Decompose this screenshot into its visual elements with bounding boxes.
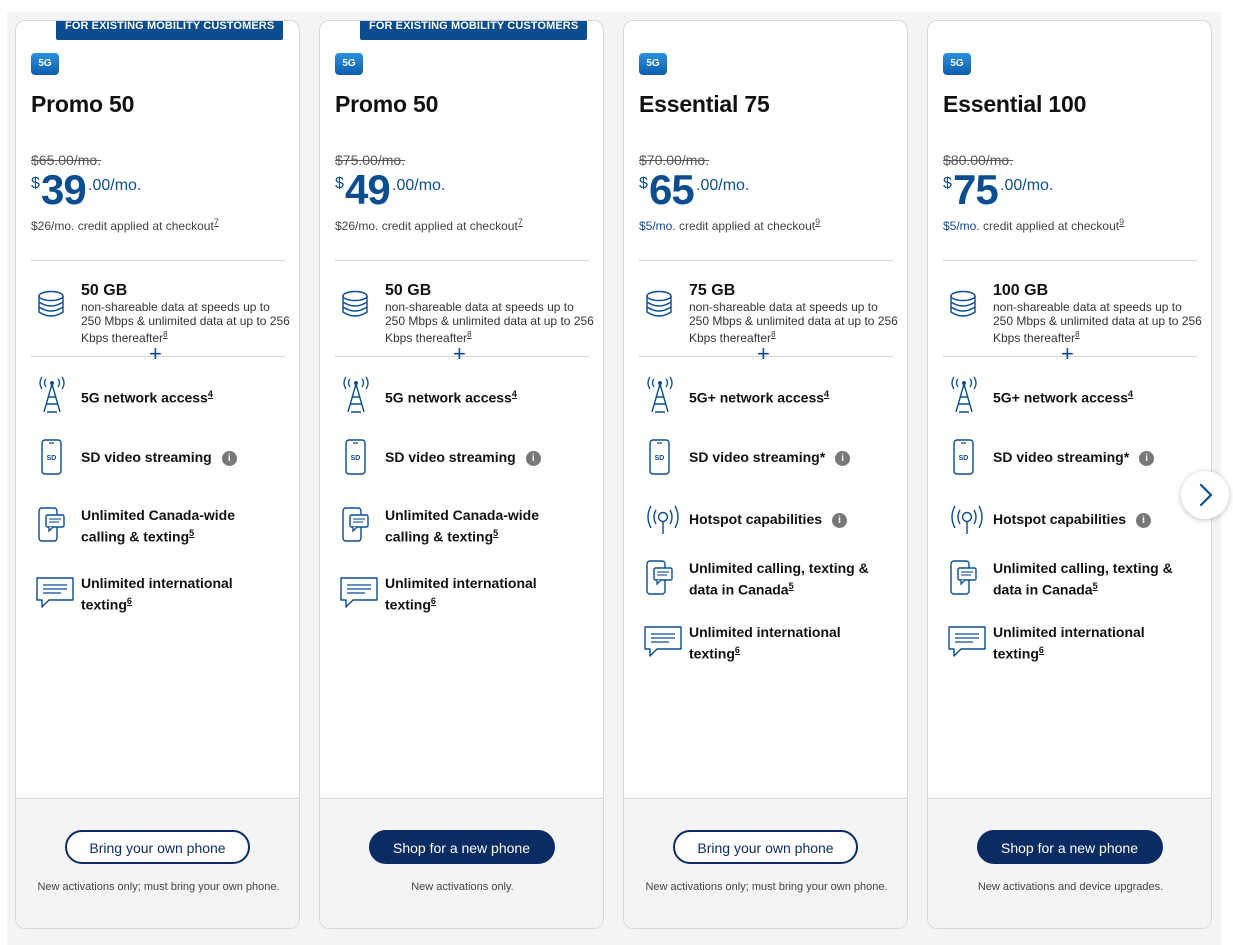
feature-label: Unlimited international texting$^6$ — [993, 624, 1145, 662]
plan-name: Promo 50 — [31, 91, 135, 117]
data-amount: 75 GB — [689, 282, 736, 299]
footnote-link[interactable]: 5 — [189, 528, 195, 538]
eligibility-note: New activations and device upgrades. — [977, 881, 1164, 893]
credit-text: credit applied at checkout — [675, 219, 816, 233]
5g-badge-icon: 5G — [943, 53, 971, 75]
footnote-link[interactable]: 5 — [1092, 581, 1098, 591]
eligibility-note: New activations only; must bring your own phone. — [37, 881, 280, 893]
footnote-link[interactable]: 5 — [788, 581, 794, 591]
eligibility-note: New activations only. — [411, 881, 514, 893]
footnote-link[interactable]: 7 — [517, 217, 523, 227]
plus-icon: + — [453, 341, 466, 366]
phone-sd-icon — [339, 439, 373, 477]
original-price: $80.00/mo. — [943, 152, 1014, 168]
plus-icon: + — [149, 341, 162, 366]
existing-customer-ribbon: FOR EXISTING MOBILITY CUSTOMERS — [56, 20, 283, 40]
message-icon — [947, 623, 981, 661]
phone-chat-icon — [35, 506, 69, 544]
feature-label: Hotspot capabilities i — [993, 510, 1193, 528]
bring-own-phone-button[interactable]: Bring your own phone — [65, 830, 250, 864]
5g-badge-icon: 5G — [639, 53, 667, 75]
footnote-link[interactable]: 7 — [213, 217, 219, 227]
5g-badge-icon: 5G — [31, 53, 59, 75]
message-icon — [35, 574, 69, 612]
antenna-icon — [947, 376, 981, 414]
original-price: $65.00/mo. — [31, 152, 102, 168]
carousel-next-button[interactable] — [1181, 471, 1229, 519]
phone-chat-icon — [947, 559, 981, 597]
credit-text: credit applied at checkout — [979, 219, 1120, 233]
footnote-link[interactable]: 6 — [430, 596, 436, 606]
phone-sd-icon — [947, 439, 981, 477]
feature-label: Unlimited international texting$^6$ — [81, 575, 233, 613]
eligibility-note: New activations only; must bring your own phone. — [645, 881, 888, 893]
data-amount: 100 GB — [993, 282, 1049, 299]
footnote-link[interactable]: 5 — [493, 528, 499, 538]
price-dollars: 49 — [345, 166, 390, 213]
footnote-link[interactable]: 6 — [126, 596, 132, 606]
plan-name: Essential 100 — [943, 91, 1087, 117]
plan-name: Essential 75 — [639, 91, 770, 117]
price-cents: .00/mo. — [1000, 177, 1054, 194]
bring-own-phone-button[interactable]: Bring your own phone — [673, 830, 858, 864]
feature-label: Unlimited Canada-wide calling & texting$^5$ — [385, 507, 540, 545]
data-description: non-shareable data at speeds up to 250 Mbps & unlimited data at up to 256 Kbps thereafter$^8$ — [385, 300, 594, 345]
feature-label: SD video streaming i — [385, 448, 585, 466]
message-icon — [643, 623, 677, 661]
feature-label: 5G network access$^4$ — [81, 389, 213, 406]
price-currency: $ — [31, 175, 40, 192]
data-amount: 50 GB — [385, 282, 432, 299]
data-amount: 50 GB — [81, 282, 128, 299]
credit-amount: $5/mo. — [639, 219, 676, 233]
svg-text:SD: SD — [654, 455, 665, 462]
original-price: $70.00/mo. — [639, 152, 710, 168]
shop-new-phone-button[interactable]: Shop for a new phone — [977, 830, 1163, 864]
credit-note — [639, 217, 820, 233]
hotspot-icon — [947, 501, 981, 539]
footnote-link[interactable]: 4 — [207, 389, 213, 399]
credit-note — [335, 217, 523, 233]
plan-card — [623, 20, 908, 929]
plan-card — [927, 20, 1212, 929]
card-footer — [624, 798, 907, 929]
database-icon — [36, 289, 66, 319]
footnote-link[interactable]: 4 — [824, 389, 830, 399]
feature-label: 5G network access$^4$ — [385, 389, 517, 406]
divider — [639, 260, 893, 261]
database-icon — [948, 289, 978, 319]
feature-label: Unlimited calling, texting & data in Canada$^5$ — [689, 560, 869, 598]
footnote-link[interactable]: 8 — [1075, 330, 1080, 339]
footnote-link[interactable]: 6 — [734, 645, 740, 655]
svg-text:SD: SD — [46, 455, 57, 462]
feature-label: 5G+ network access$^4$ — [689, 389, 830, 406]
info-icon[interactable]: i — [835, 451, 850, 466]
price-dollars: 65 — [649, 166, 694, 213]
footnote-link[interactable]: 8 — [163, 330, 168, 339]
price-cents: .00/mo. — [696, 177, 750, 194]
5g-badge-icon: 5G — [335, 53, 363, 75]
card-footer — [320, 798, 603, 929]
footnote-link[interactable]: 8 — [771, 330, 776, 339]
credit-note — [943, 217, 1124, 233]
price-cents: .00/mo. — [392, 177, 446, 194]
feature-label: Unlimited international texting$^6$ — [689, 624, 841, 662]
price-dollars: 39 — [41, 166, 86, 213]
footnote-link[interactable]: 9 — [815, 217, 821, 227]
plan-card — [319, 20, 604, 929]
data-description: non-shareable data at speeds up to 250 Mbps & unlimited data at up to 256 Kbps thereafter$^8$ — [993, 300, 1202, 345]
shop-new-phone-button[interactable]: Shop for a new phone — [369, 830, 555, 864]
credit-note — [31, 217, 219, 233]
info-icon[interactable]: i — [832, 513, 847, 528]
plan-name: Promo 50 — [335, 91, 439, 117]
info-icon[interactable]: i — [526, 451, 541, 466]
footnote-link[interactable]: 6 — [1038, 645, 1044, 655]
feature-label: Unlimited international texting$^6$ — [385, 575, 537, 613]
divider — [943, 260, 1197, 261]
credit-amount: $5/mo. — [943, 219, 980, 233]
antenna-icon — [35, 376, 69, 414]
data-description: non-shareable data at speeds up to 250 Mbps & unlimited data at up to 256 Kbps thereafter$^8$ — [81, 300, 290, 345]
phone-sd-icon — [643, 439, 677, 477]
antenna-icon — [339, 376, 373, 414]
svg-text:SD: SD — [958, 455, 969, 462]
plus-icon: + — [757, 341, 770, 366]
price-currency: $ — [335, 175, 344, 192]
footnote-link[interactable]: 4 — [1128, 389, 1134, 399]
footnote-link[interactable]: 4 — [511, 389, 517, 399]
credit-text: $26/mo. credit applied at checkout — [335, 219, 518, 233]
antenna-icon — [643, 376, 677, 414]
price-currency: $ — [943, 175, 952, 192]
card-footer — [928, 798, 1211, 929]
feature-label: 5G+ network access$^4$ — [993, 389, 1134, 406]
divider — [335, 260, 589, 261]
price-cents: .00/mo. — [88, 177, 142, 194]
svg-text:SD: SD — [350, 455, 361, 462]
credit-text: $26/mo. credit applied at checkout — [31, 219, 214, 233]
feature-label: Hotspot capabilities i — [689, 510, 889, 528]
phone-sd-icon — [35, 439, 69, 477]
chevron-right-icon — [1181, 471, 1229, 519]
phone-chat-icon — [643, 559, 677, 597]
database-icon — [644, 289, 674, 319]
feature-label: SD video streaming* i — [993, 448, 1193, 466]
plan-card — [15, 20, 300, 929]
original-price: $75.00/mo. — [335, 152, 406, 168]
message-icon — [339, 574, 373, 612]
plus-icon: + — [1061, 341, 1074, 366]
price-currency: $ — [639, 175, 648, 192]
footnote-link[interactable]: 8 — [467, 330, 472, 339]
footnote-link[interactable]: 9 — [1119, 217, 1125, 227]
feature-label: SD video streaming i — [81, 448, 281, 466]
card-footer — [16, 798, 299, 929]
existing-customer-ribbon: FOR EXISTING MOBILITY CUSTOMERS — [360, 20, 587, 40]
info-icon[interactable]: i — [1136, 513, 1151, 528]
hotspot-icon — [643, 501, 677, 539]
price-dollars: 75 — [953, 166, 998, 213]
feature-label: Unlimited calling, texting & data in Canada$^5$ — [993, 560, 1173, 598]
info-icon[interactable]: i — [222, 451, 237, 466]
feature-label: SD video streaming* i — [689, 448, 889, 466]
data-description: non-shareable data at speeds up to 250 Mbps & unlimited data at up to 256 Kbps thereafter$^8$ — [689, 300, 898, 345]
info-icon[interactable]: i — [1139, 451, 1154, 466]
feature-label: Unlimited Canada-wide calling & texting$^5$ — [81, 507, 236, 545]
divider — [31, 260, 285, 261]
database-icon — [340, 289, 370, 319]
phone-chat-icon — [339, 506, 373, 544]
